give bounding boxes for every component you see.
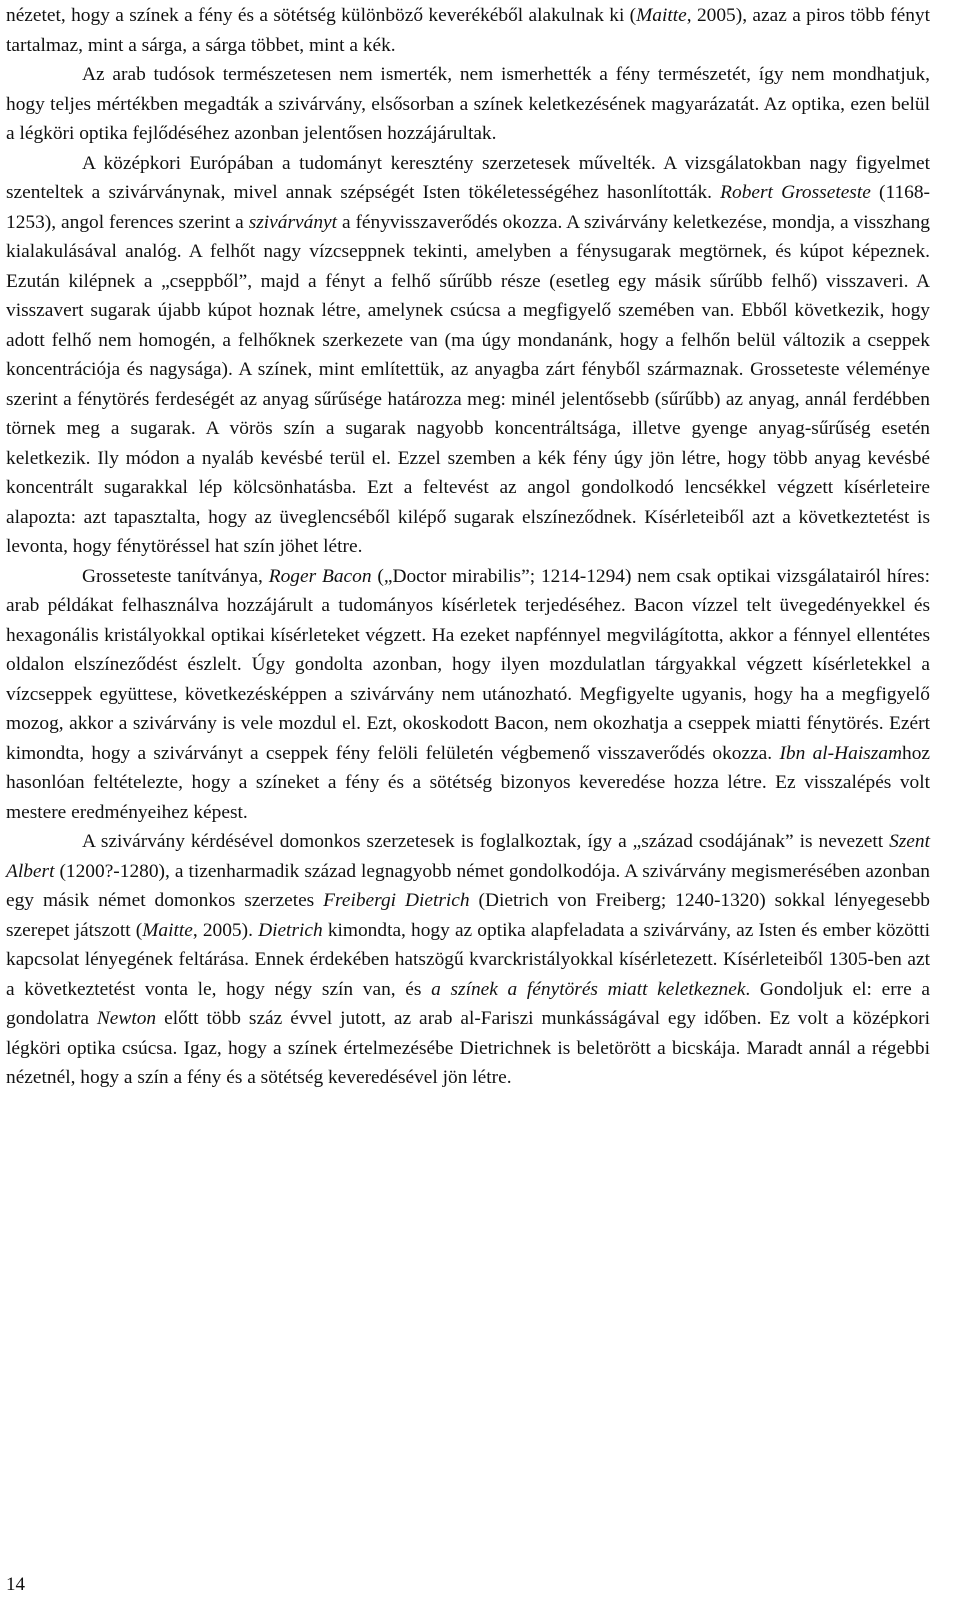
paragraph	[6, 149, 930, 562]
italic-text: Freibergi Dietrich	[323, 890, 470, 911]
paragraph	[6, 1, 930, 60]
text-run: (1168-1253), angol ferences szerint a	[6, 182, 930, 233]
text-run: . Gondoljuk el: erre a gondolatra	[6, 978, 930, 1029]
text-run: kimondta, hogy az optika alapfeladata a szivárvány, az Isten és ember közötti kapcsolat lényegének feltárása. Ennek érdekében hatszögű kvarckristályokkal kísérletezett. Kísérleteiből 1305-ben azt a következtetést vonta le, hogy négy szín van, és	[6, 919, 930, 1000]
paragraph	[6, 827, 930, 1093]
text-run: előtt több száz évvel jutott, az arab al-Fariszi munkásságával egy időben. Ez volt a középkori légköri optika csúcsa. Igaz, hogy a színek értelmezésébe Dietrichnek is beletörött a bicskája. Maradt annál a régebbi nézetnél, hogy a szín a fény és a sötétség keveredésével jön létre.	[6, 1008, 930, 1088]
text-run: nézetet, hogy a színek a fény és a sötétség különböző keverékéből alakulnak ki (	[6, 5, 637, 26]
italic-text: Ibn al-Haiszam	[779, 742, 902, 764]
text-run: Az arab tudósok természetesen nem ismerték, nem ismerhették a fény természetét, így nem mondhatjuk, hogy teljes mértékben megadták a szivárvány, elsősorban a színek keletkezésének magyarázatát. Az optika, ezen belül a légköri optika fejlődéséhez azonban jelentősen hozzájárultak.	[6, 64, 930, 144]
document-page	[6, 0, 930, 1093]
text-run: , 2005).	[192, 919, 259, 941]
italic-text: Szent Albert	[6, 831, 930, 882]
text-run: , 2005), azaz a piros több fényt tartalmaz, mint a sárga, a sárga többet, mint a kék.	[6, 5, 930, 56]
italic-text: Dietrich	[258, 919, 323, 941]
page-number: 14	[6, 1574, 25, 1595]
text-run: a fényvisszaverődés okozza. A szivárvány keletkezése, mondja, a visszhang kialakulásával analóg. A felhőt nagy vízcseppnek tekinti, amelyben a fénysugarak megtörnek, és kúpot képeznek. Ezután kilépnek a „cseppből”, majd a fényt a felhő sűrűbb része (esetleg egy másik sűrűbb felhő) visszaveri. A visszavert sugarak újabb kúpot hoznak létre, amelynek csúcsa a megfigyelő szemében van. Ebből következik, hogy adott felhő nem homogén, a felhőknek szerkezete van (ma úgy mondanánk, hogy a felhőn belül változik a cseppek koncentrációja és nagysága). A színek, mint említettük, az anyagba zárt fényből származnak. Grosseteste véleménye szerint a fénytörés ferdeségét az anyag sűrűsége határozza meg: minél jelentősebb (sűrűbb) az anyag, annál ferdébben törnek meg a sugarak. A vörös szín a sugarak nagyobb koncentráltsága, illetve gyenge anyag-sűrűség esetén keletkezik. Ily módon a nyaláb kevésbé terül el. Ezzel szemben a kék fény úgy jön létre, hogy több anyag kevésbé koncentrált sugarakkal lép kölcsönhatásba. Ezt a feltevést az angol gondolkodó lencsékkel végzett kísérleteire alapozta: azt tapasztalta, hogy az üveglencséből kilépő sugarak elszíneződnek. Kísérleteiből azt a következtetést is levonta, hogy fénytöréssel hat szín jöhet létre.	[6, 211, 931, 557]
italic-text: Roger Bacon	[268, 565, 372, 587]
text-run: (Dietrich von Freiberg; 1240-1320) sokkal lényegesebb szerepet játszott (	[6, 890, 930, 941]
text-run: A középkori Európában a tudományt keresztény szerzetesek művelték. A vizsgálatokban nagy figyelmet szenteltek a szivárványnak, mivel annak szépségét Isten tökéletességéhez hasonlították.	[6, 152, 930, 203]
text-run: Grosseteste tanítványa,	[82, 565, 269, 587]
body-text	[6, 1, 930, 1093]
italic-text: Maitte	[142, 919, 193, 941]
text-run: hoz hasonlóan feltételezte, hogy a színeket a fény és a sötétség bizonyos keveredése hozza létre. Ez visszalépés volt mestere eredményeihez képest.	[6, 742, 930, 823]
text-run: (1200?-1280), a tizenharmadik század legnagyobb német gondolkodója. A szivárvány megismerésében azonban egy másik német domonkos szerzetes	[6, 860, 930, 911]
italic-text: szivárványt	[248, 211, 338, 233]
text-run: A szivárvány kérdésével domonkos szerzetesek is foglalkoztak, így a „század csodájának” is nevezett	[82, 831, 890, 852]
italic-text: Maitte	[636, 5, 687, 26]
text-run: („Doctor mirabilis”; 1214-1294) nem csak optikai vizsgálatairól híres: arab példákat felhasználva hozzájárult a tudományos kísérletek terjedéséhez. Bacon vízzel telt üvegedényekkel és hexagonális kristályokkal optikai kísérleteket végzett. Ha ezeket napfénnyel megvilágította, akkor a fénnyel ellentétes oldalon elszíneződést észlelt. Úgy gondolta azonban, hogy ilyen mozdulatlan tárgyakkal végzett kísérletekkel a vízcseppek együttese, következésképpen a szivárvány nem utánozható. Megfigyelte ugyanis, hogy ha a megfigyelő mozog, akkor a szivárvány is vele mozdul el. Ezt, okoskodott Bacon, nem okozhatja a cseppek miatti fénytörés. Ezért kimondta, hogy a szivárványt a cseppek fény felöli felületén végbemenő visszaverődés okozza.	[6, 565, 930, 764]
italic-text: a színek a fénytörés miatt keletkeznek	[431, 978, 746, 1000]
paragraph	[6, 60, 930, 149]
paragraph	[6, 562, 930, 828]
italic-text: Newton	[96, 1008, 157, 1029]
italic-text: Robert Grosseteste	[720, 182, 871, 203]
